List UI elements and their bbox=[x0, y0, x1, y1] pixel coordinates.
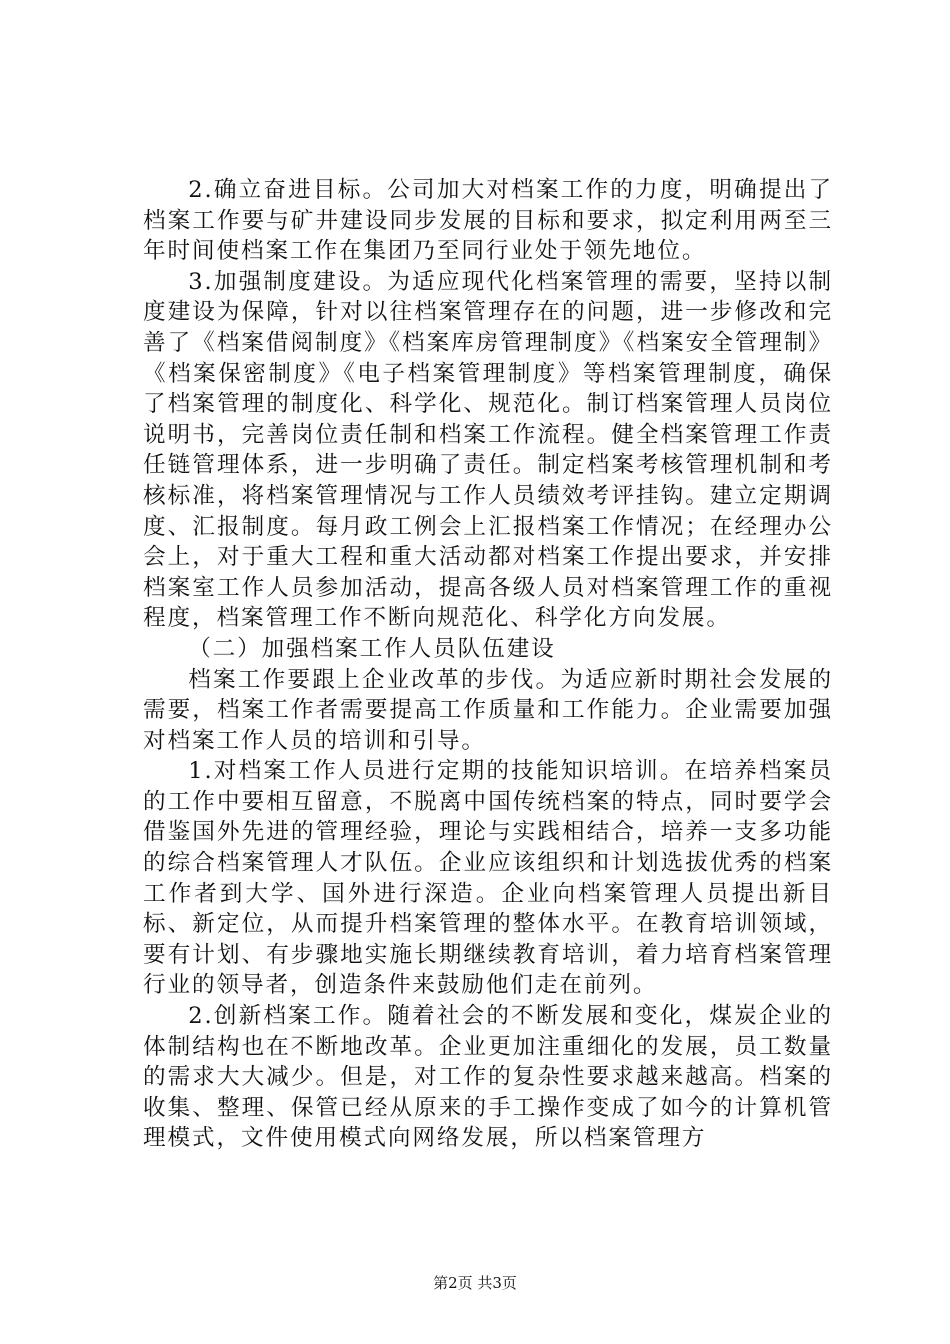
section-heading: （二）加强档案工作人员队伍建设 bbox=[188, 635, 556, 662]
paragraph-goal: 2.确立奋进目标。公司加大对档案工作的力度，明确提出了档案工作要与矿井建设同步发展的目标和要求，拟定利用两至三年时间使档案工作在集团乃至同行业处于领先地位。 bbox=[143, 177, 833, 265]
page-number-footer: 第2页 共3页 bbox=[433, 1274, 517, 1292]
paragraph-intro: 档案工作要跟上企业改革的步伐。为适应新时期社会发展的需要，档案工作者需要提高工作质量和工作能力。企业需要加强对档案工作人员的培训和引导。 bbox=[143, 666, 833, 754]
document-body bbox=[143, 175, 833, 1154]
paragraph-training: 1.对档案工作人员进行定期的技能知识培训。在培养档案员的工作中要相互留意，不脱离中国传统档案的特点，同时要学会借鉴国外先进的管理经验，理论与实践相结合，培养一支多功能的综合档案管理人才队伍。企业应该组织和计划选拔优秀的档案工作者到大学、国外进行深造。企业向档案管理人员提出新目标、新定位，从而提升档案管理的整体水平。在教育培训领域，要有计划、有步骤地实施长期继续教育培训，着力培育档案管理行业的领导者，创造条件来鼓励他们走在前列。 bbox=[143, 758, 833, 999]
paragraph-system-building: 3.加强制度建设。为适应现代化档案管理的需要，坚持以制度建设为保障，针对以往档案管理存在的问题，进一步修改和完善了《档案借阅制度》《档案库房管理制度》《档案安全管理制》《档案保密制度》《电子档案管理制度》等档案管理制度，确保了档案管理的制度化、科学化、规范化。制订档案管理人员岗位说明书，完善岗位责任制和档案工作流程。健全档案管理工作责任链管理体系，进一步明确了责任。制定档案考核管理机制和考核标准，将档案管理情况与工作人员绩效考评挂钩。建立定期调度、汇报制度。每月政工例会上汇报档案工作情况；在经理办公会上，对于重大工程和重大活动都对档案工作提出要求，并安排档案室工作人员参加活动，提高各级人员对档案管理工作的重视程度，档案管理工作不断向规范化、科学化方向发展。 bbox=[143, 268, 833, 632]
paragraph-innovation: 2.创新档案工作。随着社会的不断发展和变化，煤炭企业的体制结构也在不断地改革。企业更加注重细化的发展，员工数量的需求大大减少。但是，对工作的复杂性要求越来越高。档案的收集、整理、保管已经从原来的手工操作变成了如今的计算机管理模式，文件使用模式向网络发展，所以档案管理方 bbox=[143, 1003, 833, 1152]
